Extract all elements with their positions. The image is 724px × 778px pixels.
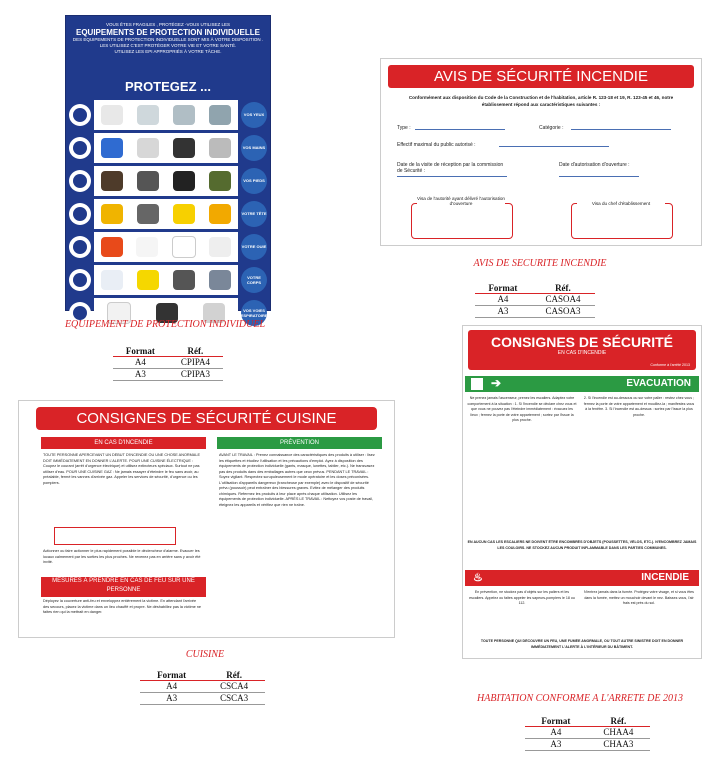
foot-protection-icon xyxy=(69,170,91,192)
epi-items xyxy=(94,166,238,196)
visit-date-label: Date de la visite de réception par la commission de Sécurité : xyxy=(397,162,504,174)
reference-table xyxy=(525,716,650,751)
evacuation-band xyxy=(465,376,699,392)
product-caption: CUISINE xyxy=(185,649,225,660)
category-label: Catégorie : xyxy=(539,125,564,131)
helmet-icon xyxy=(101,237,123,257)
earplug-icon xyxy=(173,204,195,224)
fire-header: INCENDIE xyxy=(641,572,689,583)
epi-row-hands xyxy=(69,131,267,164)
epi-row-eyes xyxy=(69,98,267,131)
mask-goggles-icon xyxy=(173,105,195,125)
reference-table xyxy=(113,346,223,381)
glove-icon xyxy=(173,138,195,158)
authority-visa-box xyxy=(411,203,513,239)
table-header: Format xyxy=(525,716,587,727)
table-header: Format xyxy=(140,670,203,681)
avis-conformity-text: Conformément aux disposition du Code de la Construction et de l'habitation, article R. 123-18 et 19, R. 123-45 et 46, notre établissement répond aux caractéristiques suivantes : xyxy=(408,95,674,107)
table-row: A3 CPIPA3 xyxy=(113,369,223,381)
authorization-date-label: Date d'autorisation d'ouverture : xyxy=(559,162,630,168)
visit-date-line xyxy=(397,176,507,177)
glove-icon xyxy=(137,138,159,158)
capacity-line xyxy=(499,146,609,147)
habitation-poster-image[interactable] xyxy=(462,325,702,659)
table-row: A3 CASOA3 xyxy=(475,306,595,318)
avis-poster-image[interactable] xyxy=(380,58,702,246)
epi-intro-line: DES EQUIPEMENTS DE PROTECTION INDIVIDUELLE SONT MIS À VOTRE DISPOSITION . xyxy=(72,37,264,42)
middle-warning-text: EN AUCUN CAS LES ESCALIERS NE DOIVENT ÊTRE ENCOMBRÉS D'OBJETS (POUSSETTES, VÉLOS, ETC.). N'ENCOMBREZ JAMAIS LES COULOIRS. NE STOCKEZ AUCUN PRODUIT INFLAMMABLE DANS LES PARTIES COMMUNES. xyxy=(467,540,697,550)
helmet-icon xyxy=(172,236,196,258)
epi-side-label: VOTRE TÊTE xyxy=(241,201,267,227)
habitation-footer: TOUTE PERSONNE QUI DÉCOUVRE UN FEU, UNE FUMÉE ANORMALE, OU TOUT AUTRE SINISTRE DOIT EN DONNER IMMÉDIATEMENT L'ALERTE À L'INTÉRIEUR DU BÂTIMENT. xyxy=(480,639,684,649)
category-line xyxy=(571,129,671,130)
epi-row-body xyxy=(69,263,267,296)
type-label: Type : xyxy=(397,125,411,131)
table-header: Format xyxy=(475,283,531,294)
glove-icon xyxy=(101,138,123,158)
type-line xyxy=(415,129,505,130)
epi-side-label: VOS VOIES RESPIRATOIRES xyxy=(241,300,267,326)
epi-poster-intro xyxy=(72,22,264,55)
jacket-icon xyxy=(209,270,231,290)
manager-visa-box xyxy=(571,203,673,239)
evacuation-text-left: Ne prenez jamais l'ascenseur, prenez les escaliers. Adaptez votre comportement à la situation : 1. Si l'incendie se déclare chez vous et que vous ne pouvez pas l'éteindre immédiatement : évacuez les lieux ; fermez la porte de votre appartement ; sortez par l'issue la plus proche. xyxy=(467,396,577,422)
face-shield-icon xyxy=(209,105,231,125)
manager-visa-label: Visa du chef d'établissement xyxy=(577,201,665,206)
reference-table xyxy=(475,283,595,318)
epi-row-feet xyxy=(69,164,267,197)
table-row: A3 CHAA3 xyxy=(525,739,650,751)
flame-icon: ♨ xyxy=(473,572,483,584)
body-protection-icon xyxy=(69,269,91,291)
fire-text-left: En prévention, ne stockez pas d'objets sur les paliers et les escaliers. Appelez ou faites appeler les sapeurs-pompiers le 18 ou 112. xyxy=(469,590,575,605)
table-header: Réf. xyxy=(531,283,595,294)
prevention-instructions: AVANT LE TRAVAIL : Prenez connaissance des caractéristiques des produits à utiliser : lisez les étiquettes et étudiez l'utilisation et les précautions d'emploi. Ayez à disposition des équipements de protection individuelle (gants, masque, lunettes, tablier, etc.). Ne transvasez pas des produits dans des emballages autres que ceux prévus. PENDANT LE TRAVAIL : Soyez vigilant. Respectez scrupuleusement le mode opératoire et les doses préconisées. L'utilisation d'appareils dangereux (trancheuse par exemple) avec le dispositif de sécurité prévu (poussoir) peut entraîner des blessures graves. Evitez de mélanger des produits chimiques. Refermez les produits à leur place après chaque utilisation. Utilisez les équipements de protection individuelle. APRÈS LE TRAVAIL : Nettoyez vos poste de travail, éteignez les appareils et vérifiez que rien ne traîne. xyxy=(219,453,375,507)
reference-table xyxy=(140,670,265,705)
jacket-icon xyxy=(173,270,195,290)
epi-intro-line: UTILISEZ LES EPI APPROPRIÉS À VOTRE TÂCHE. xyxy=(114,49,222,54)
table-header: Format xyxy=(113,346,168,357)
table-row: A4 CSCA4 xyxy=(140,681,265,693)
epi-items xyxy=(94,100,238,130)
habitation-poster-subtitle: EN CAS D'INCENDIE xyxy=(557,350,607,356)
helmet-icon xyxy=(209,237,231,257)
prevention-header: PRÉVENTION xyxy=(217,437,382,449)
exit-sign-icon xyxy=(471,378,483,390)
cuisine-poster-title: CONSIGNES DE SÉCURITÉ CUISINE xyxy=(36,407,377,430)
epi-side-label: VOS YEUX xyxy=(241,102,267,128)
habitation-decree: Conforme à l'arrêté 2013 xyxy=(650,363,690,367)
epi-headline: PROTEGEZ ... xyxy=(125,79,211,94)
epi-side-label: VOTRE OUIE xyxy=(241,234,267,260)
table-row: A3 CSCA3 xyxy=(140,693,265,705)
habitation-title-block xyxy=(468,330,696,370)
evacuation-text-right: 2. Si l'incendie est au-dessous ou sur votre palier : restez chez vous ; fermez la porte de votre appartement et mouillez-la ; manifestez-vous à la fenêtre. 3. Si l'incendie est au-dessus : sortez par l'issue la plus proche. xyxy=(583,396,695,417)
shoe-icon xyxy=(173,171,195,191)
earmuff-icon xyxy=(137,204,159,224)
cuisine-poster-image[interactable] xyxy=(18,400,395,638)
epi-items xyxy=(94,232,238,262)
head-protection-icon xyxy=(69,236,91,258)
ear-protection-icon xyxy=(69,203,91,225)
earmuff-icon xyxy=(101,204,123,224)
epi-row-ears xyxy=(69,197,267,230)
epi-poster-image[interactable] xyxy=(65,15,271,318)
table-header: Réf. xyxy=(203,670,265,681)
epi-intro-line: LES UTILISEZ C'EST PROTÉGER VOTRE VIE ET VOTRE SANTÉ. xyxy=(99,43,237,48)
person-fire-instructions: Déployez la couverture anti-feu et enveloppez entièrement la victime. En attendant l'arrivée des secours, placez la victime dans un lieu chauffé et propre. Ne déshabillez pas la victime ne faites rien qui la mettrait en danger. xyxy=(43,599,202,614)
authority-visa-label: Visa de l'autorité ayant délivré l'autorisation d'ouverture xyxy=(417,196,505,206)
authorization-date-line xyxy=(559,176,639,177)
epi-items xyxy=(94,265,238,295)
epi-grid xyxy=(69,98,271,329)
earmuff-icon xyxy=(209,204,231,224)
epi-row-head xyxy=(69,230,267,263)
epi-side-label: VOTRE CORPS xyxy=(241,267,267,293)
capacity-label: Effectif maximal du public autorisé : xyxy=(397,142,476,148)
evacuation-header: EVACUATION xyxy=(626,378,691,389)
epi-items xyxy=(94,133,238,163)
product-caption: AVIS DE SECURITE INCENDIE xyxy=(473,258,607,269)
avis-poster-title: AVIS DE SÉCURITÉ INCENDIE xyxy=(388,65,694,88)
fire-text-right: N'entrez jamais dans la fumée. Protégez votre visage, et si vous êtes dans la fumée, mettez un mouchoir devant le nez. Baissez-vous, l'air frais est près du sol. xyxy=(584,590,694,605)
coverall-icon xyxy=(101,270,123,290)
shoe-icon xyxy=(137,171,159,191)
table-header: Réf. xyxy=(168,346,223,357)
person-fire-header: MESURES À PRENDRE EN CAS DE FEU SUR UNE PERSONNE xyxy=(41,577,206,597)
epi-side-label: VOS PIEDS xyxy=(241,168,267,194)
fire-header: EN CAS D'INCENDIE xyxy=(41,437,206,449)
product-caption: HABITATION CONFORME A L'ARRETE DE 2013 xyxy=(477,693,683,704)
eye-protection-icon xyxy=(69,104,91,126)
arrow-right-icon: ➔ xyxy=(491,376,502,390)
glove-icon xyxy=(209,138,231,158)
helmet-icon xyxy=(136,237,158,257)
table-row: A4 CHAA4 xyxy=(525,727,650,739)
fire-band xyxy=(465,570,699,586)
glasses-icon xyxy=(137,105,159,125)
habitation-poster-title: CONSIGNES DE SÉCURITÉ xyxy=(490,334,674,350)
table-header: Réf. xyxy=(587,716,650,727)
fire-instructions: TOUTE PERSONNE APERCEVANT UN DÉBUT D'INCENDIE OU UNE CHOSE ANORMALE DOIT IMMÉDIATEMENT EN DONNER L'ALERTE. POUR UNE CUISINE ÉLECTRIQUE : Coupez le courant (arrêt d'urgence électrique) et utilisez extincteurs spéciaux. Surtout ne pas utiliser d'eau. POUR UNE CUISINE GAZ : Ne jamais essayer d'éteindre le feu sans avoir, au préalable, fermé les vannes d'arrivée gaz. Appeler les services de sécurité, d'urgence ou les pompiers. xyxy=(43,453,200,485)
alarm-instructions: Actionner ou faire actionner le plus rapidement possible le déclencheur d'alarme. Evacuer les locaux calmement par les sorties les plus proches. Ne revenez pas en arrière sans y avoir été invité. xyxy=(43,549,201,564)
epi-items xyxy=(94,199,238,229)
product-caption: EQUIPEMENT DE PROTECTION INDIVIDUEL xyxy=(64,319,266,330)
table-row: A4 CASOA4 xyxy=(475,294,595,306)
vest-icon xyxy=(137,270,159,290)
epi-intro-line: VOUS ÊTES FRAGILES , PROTÉGEZ -VOUS UTILISEZ LES xyxy=(105,22,231,27)
hand-protection-icon xyxy=(69,137,91,159)
epi-side-label: VOS MAINS xyxy=(241,135,267,161)
boot-icon xyxy=(209,171,231,191)
epi-intro-big: EQUIPEMENTS DE PROTECTION INDIVIDUELLE xyxy=(75,28,260,37)
emergency-number-box xyxy=(54,527,176,545)
table-row: A4 CPIPA4 xyxy=(113,357,223,369)
goggles-icon xyxy=(101,105,123,125)
boot-icon xyxy=(101,171,123,191)
